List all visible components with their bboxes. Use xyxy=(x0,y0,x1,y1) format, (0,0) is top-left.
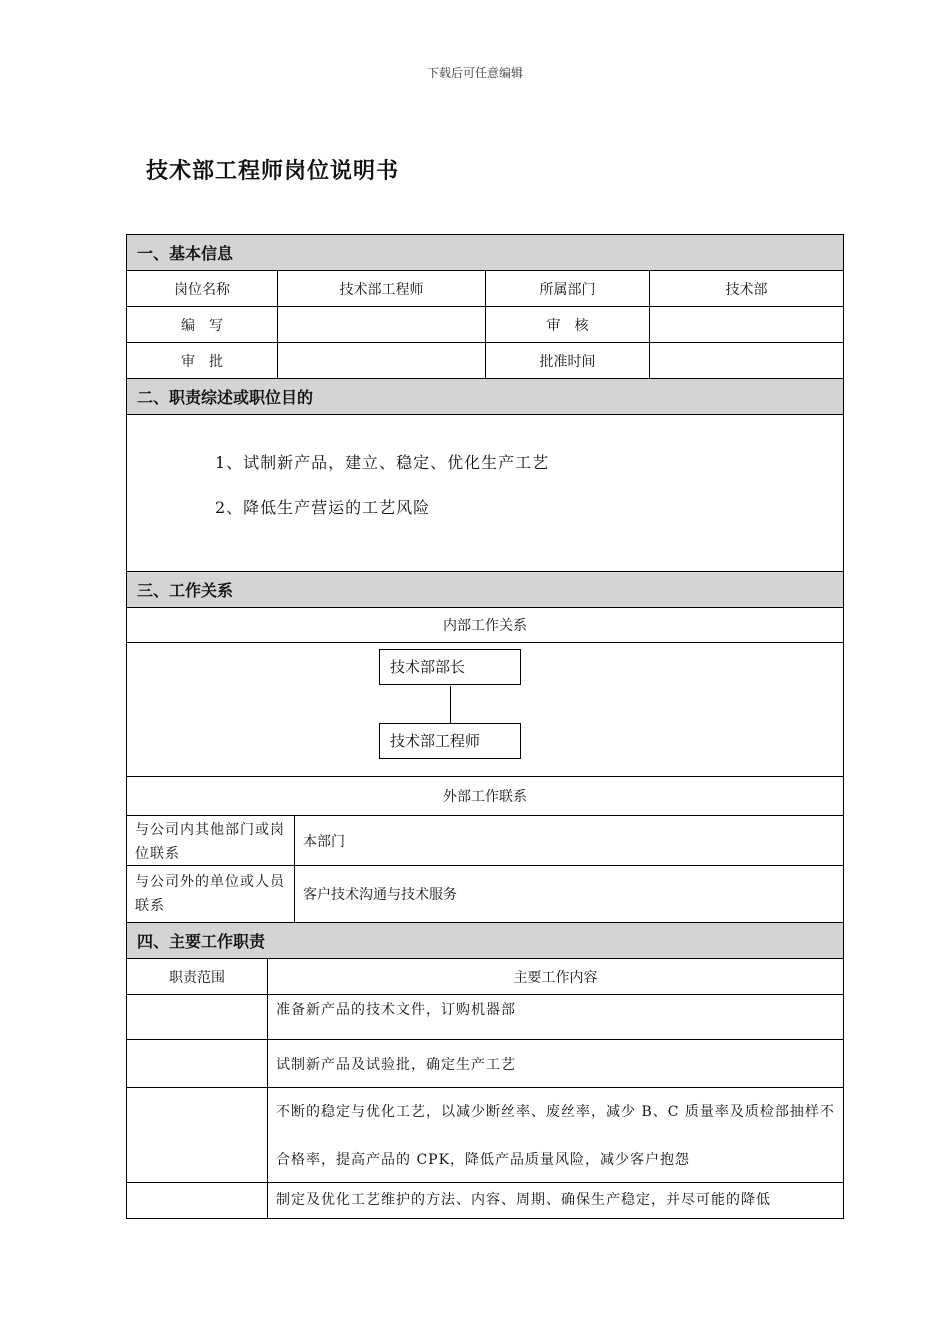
duty-row xyxy=(127,995,843,1040)
duty-scope xyxy=(127,1040,268,1087)
duty-content: 准备新产品的技术文件，订购机器部 xyxy=(276,1002,516,1018)
header-content: 主要工作内容 xyxy=(513,969,598,986)
relation-value-external-units: 客户技术沟通与技术服务 xyxy=(303,887,457,903)
value-approver xyxy=(278,343,486,378)
org-node-manager: 技术部部长 xyxy=(379,649,521,685)
job-description-table xyxy=(126,234,844,1219)
internal-relations-title: 内部工作关系 xyxy=(127,608,843,643)
header-note: 下载后可任意编辑 xyxy=(426,66,523,80)
purpose-item: 2、降低生产营运的工艺风险 xyxy=(215,498,431,517)
relation-label-external-units: 与公司外的单位或人员联系 xyxy=(127,866,295,922)
header-scope: 职责范围 xyxy=(127,959,268,994)
section-relations: 三、工作关系 xyxy=(127,572,843,608)
label-reviewer: 审 核 xyxy=(486,307,650,342)
label-approver: 审 批 xyxy=(127,343,278,378)
org-connector xyxy=(450,686,451,723)
value-reviewer xyxy=(650,307,843,342)
duty-content: 不断的稳定与优化工艺，以减少断丝率、废丝率，减少 B、C 质量率及质检部抽样不合格率，提高产品的 CPK，降低产品质量风险，减少客户抱怨 xyxy=(276,1104,835,1168)
value-position-name: 技术部工程师 xyxy=(278,271,486,306)
value-department: 技术部 xyxy=(725,281,768,298)
org-node-engineer: 技术部工程师 xyxy=(379,723,521,759)
external-relation-row xyxy=(127,866,843,923)
label-approval-time: 批准时间 xyxy=(486,343,650,378)
label-author: 编 写 xyxy=(127,307,278,342)
duty-row xyxy=(127,1183,843,1219)
section-purpose: 二、职责综述或职位目的 xyxy=(127,379,843,415)
value-author xyxy=(278,307,486,342)
external-relations-title: 外部工作联系 xyxy=(127,777,843,816)
duty-scope xyxy=(127,995,268,1039)
label-department: 所属部门 xyxy=(486,271,650,306)
section-duties: 四、主要工作职责 xyxy=(127,923,843,959)
duty-content: 试制新产品及试验批，确定生产工艺 xyxy=(276,1057,516,1073)
duty-row xyxy=(127,1088,843,1183)
duties-header xyxy=(127,959,843,995)
external-relation-row xyxy=(127,816,843,866)
purpose-content xyxy=(127,415,843,572)
org-chart xyxy=(127,643,843,777)
label-position-name: 岗位名称 xyxy=(127,271,278,306)
duty-scope xyxy=(127,1183,268,1218)
duty-row xyxy=(127,1040,843,1088)
info-row xyxy=(127,343,843,379)
info-row xyxy=(127,307,843,343)
info-row xyxy=(127,271,843,307)
duty-content: 制定及优化工艺维护的方法、内容、周期、确保生产稳定，并尽可能的降低 xyxy=(276,1192,771,1208)
page-title: 技术部工程师岗位说明书 xyxy=(146,159,400,184)
value-approval-time xyxy=(650,343,843,378)
section-basic-info: 一、基本信息 xyxy=(127,235,843,271)
duty-scope xyxy=(127,1088,268,1182)
relation-label-internal-depts: 与公司内其他部门或岗位联系 xyxy=(127,816,295,865)
purpose-item: 1、试制新产品，建立、稳定、优化生产工艺 xyxy=(215,453,550,472)
relation-value-internal-depts: 本部门 xyxy=(303,833,345,850)
